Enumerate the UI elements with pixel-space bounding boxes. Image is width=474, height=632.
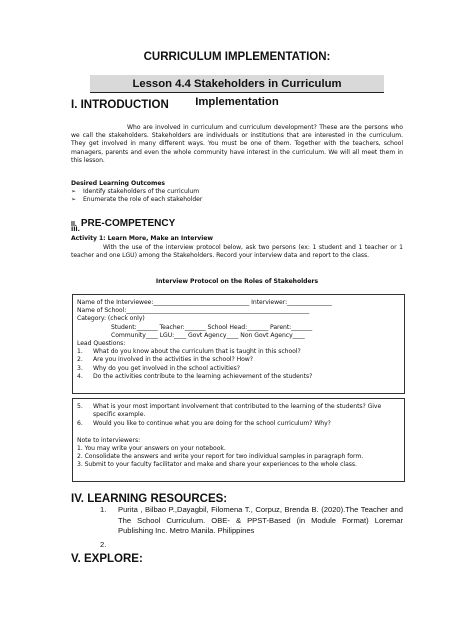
question-item: 2. Are you involved in the activities in the school? How? bbox=[77, 356, 253, 364]
outcome-item: ➢ Identify stakeholders of the curriculum bbox=[71, 188, 200, 195]
question-item: 3. Why do you get involved in the school activities? bbox=[77, 364, 240, 372]
category-label: Category: (check only) bbox=[77, 315, 145, 323]
introduction-paragraph: Who are involved in curriculum and curriculum development? These are the persons who we call the stakeholders. Stakeholders are individuals or institutions that are interested in the curriculum. They get involved in many different ways. You must be one of them. Together with the teachers, school managers, parents and even the whole community have interest in the curriculum. We will all meet them in this lesson. bbox=[71, 124, 403, 164]
outcome-item: ➢ Enumerate the role of each stakeholder bbox=[71, 196, 203, 204]
note-item: 1. You may write your answers on your notebook. bbox=[77, 444, 226, 452]
question-item: 5. What is your most important involvement that contributed to the learning of the students? Give specific example. bbox=[77, 403, 382, 419]
resource-item: 1. Purita , Bilbao P.,Dayagbil, Filomena T., Corpuz, Brenda B. (2020).The Teacher and The School Curriculum. OBE- & PPST-Based (in Module Format) Loremar Publishing Inc. Metro Manila. Philippines bbox=[100, 505, 403, 535]
interviewee-name-field: Name of the Interviewee:________________________________ Interviewer:_______________ bbox=[77, 299, 333, 306]
document-title: CURRICULUM IMPLEMENTATION: bbox=[143, 51, 331, 63]
learning-resources-heading: IV. LEARNING RESOURCES: bbox=[71, 493, 228, 505]
section-iii-label: III. bbox=[71, 226, 80, 233]
protocol-box-main bbox=[72, 294, 405, 394]
note-item: 3. Submit to your faculty facilitator and make and share your experiences to the whole class. bbox=[77, 461, 357, 469]
activity-instructions: With the use of the interview protocol below, ask two persons (ex: 1 student and 1 teacher or 1 teacher and one LGU) among the Stakeholders. Record your interview data and report to the class. bbox=[71, 244, 403, 260]
introduction-heading: I. INTRODUCTION bbox=[71, 99, 169, 111]
note-item: 2. Consolidate the answers and write your report for two individual samples in paragraph form. bbox=[77, 453, 364, 461]
question-item: 4. Do the activities contribute to the learning achievement of the students? bbox=[77, 372, 313, 380]
question-item: 6. Would you like to continue what you are doing for the school curriculum? Why? bbox=[77, 420, 331, 428]
outcomes-list bbox=[71, 188, 202, 204]
resources-list bbox=[100, 505, 403, 550]
note-heading: Note to interviewers: bbox=[77, 436, 141, 444]
arrow-bullet-icon: ➢ bbox=[71, 188, 77, 195]
question-item: 1. What do you know about the curriculum that is taught in this school? bbox=[77, 348, 301, 356]
outcomes-heading: Desired Learning Outcomes bbox=[71, 180, 166, 187]
activity-title: Activity 1: Learn More, Make an Interview bbox=[71, 235, 213, 242]
lesson-title: Lesson 4.4 Stakeholders in Curriculum Implementation bbox=[90, 75, 384, 93]
protocol-title: Interview Protocol on the Roles of Stakeholders bbox=[155, 278, 319, 285]
category-options-row-2: Community____ LGU:____ Govt Agency____ Non Govt Agency____ bbox=[111, 331, 305, 339]
pre-competency-heading: II. PRE-COMPETENCY bbox=[71, 218, 176, 229]
protocol-box-followup bbox=[72, 398, 405, 482]
resource-item: 2. bbox=[100, 539, 107, 549]
lesson-title-underline bbox=[90, 92, 384, 93]
category-options-row-1: Student:_______ Teacher:_______ School Head:_______ Parent:_______ bbox=[111, 323, 313, 331]
explore-heading: V. EXPLORE: bbox=[71, 553, 143, 565]
school-name-field: Name of School:_____________________________________________________________ bbox=[77, 307, 310, 315]
lead-questions-heading: Lead Questions: bbox=[77, 340, 126, 348]
arrow-bullet-icon: ➢ bbox=[71, 196, 77, 204]
